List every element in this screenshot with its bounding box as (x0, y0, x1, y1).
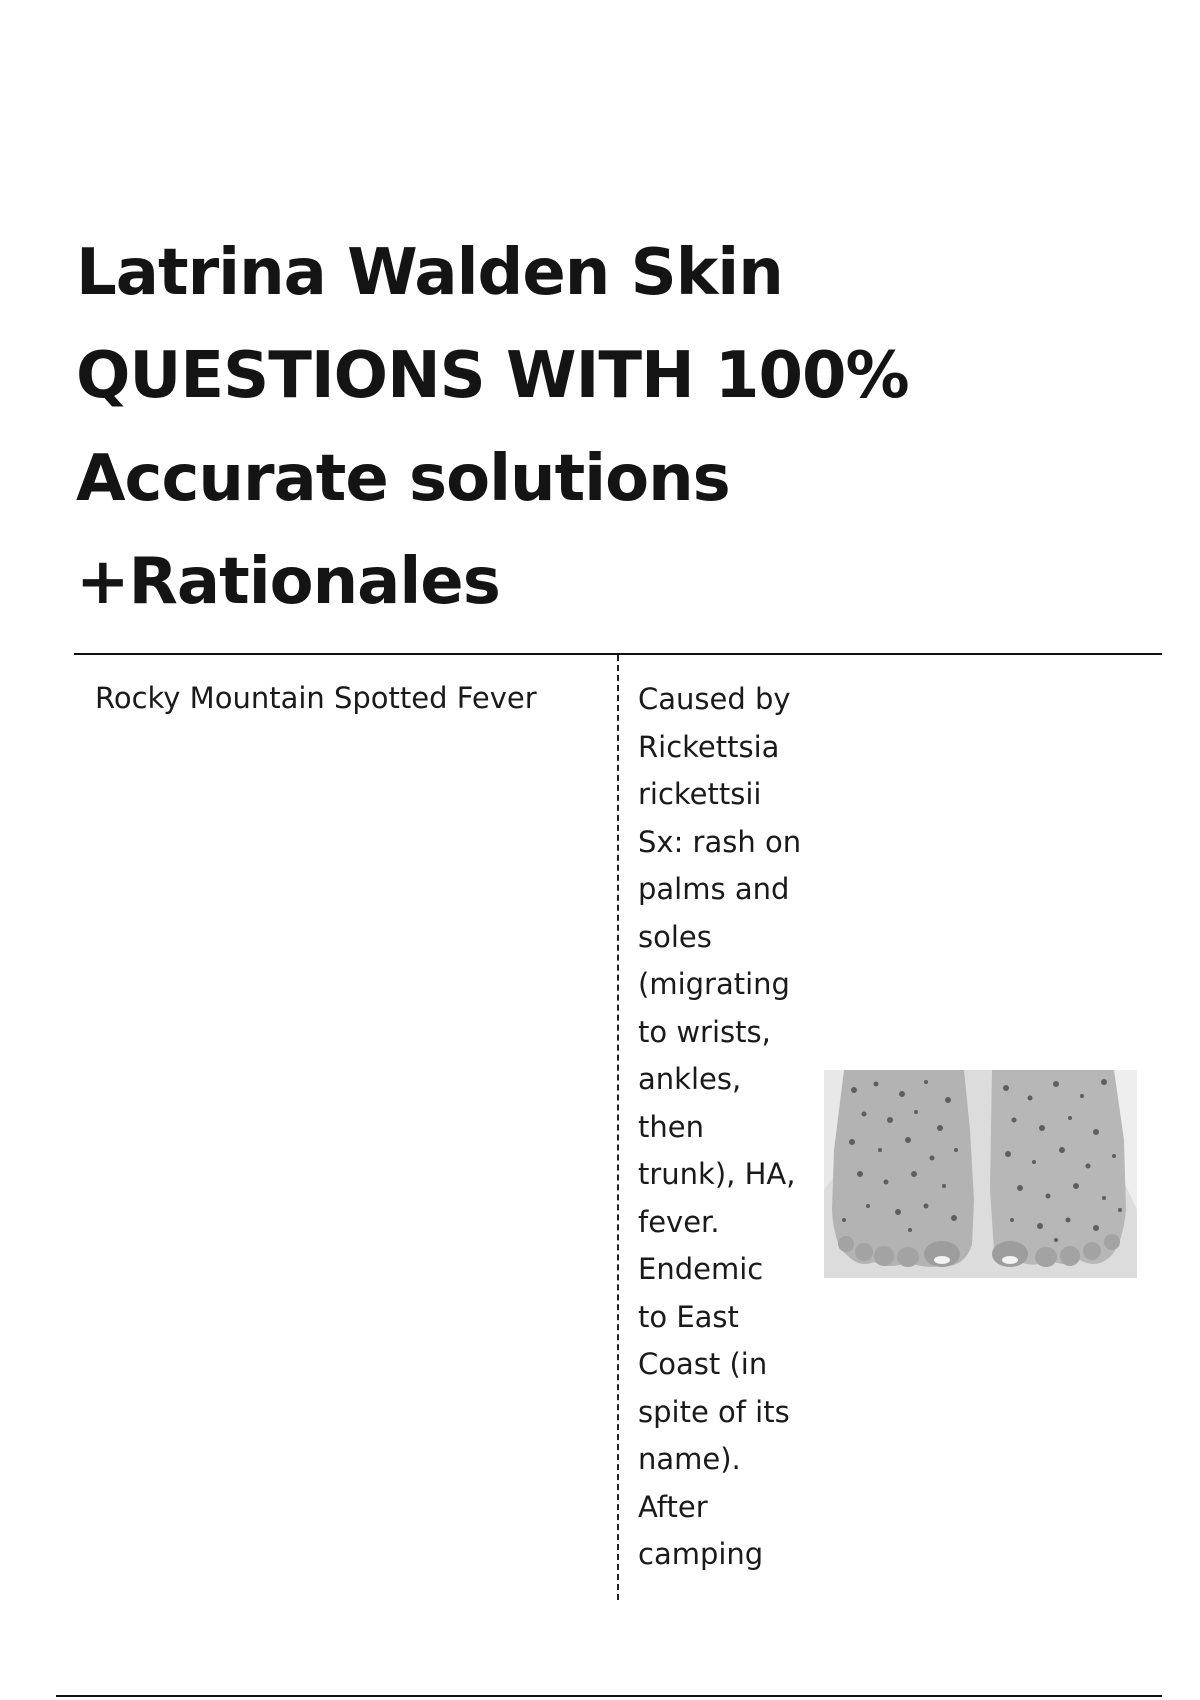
left-toe-4 (855, 1243, 873, 1261)
definition-line: palms and (638, 872, 790, 906)
column-divider (617, 655, 619, 1600)
definition-line: Sx: rash on (638, 824, 802, 859)
right-foot (990, 1070, 1126, 1267)
definition-line: ankles, (638, 1062, 742, 1096)
definition-line: soles (638, 919, 712, 954)
title-line-1: Latrina Walden Skin (76, 236, 783, 310)
definition-line: (migrating (638, 967, 790, 1001)
card-definition (638, 676, 818, 1579)
page-bottom-rule (56, 1695, 1162, 1697)
definition-line: Endemic (638, 1252, 764, 1286)
definition-line: fever. (638, 1204, 720, 1239)
feet-rash-photo (824, 1070, 1137, 1278)
left-foot-sole (832, 1070, 974, 1267)
left-foot (832, 1070, 974, 1267)
definition-line: Rickettsia (638, 729, 780, 764)
title-line-3: Accurate solutions (76, 442, 730, 516)
right-toe-3 (1060, 1246, 1080, 1266)
feet-rash-illustration (824, 1070, 1137, 1278)
left-toe-3 (874, 1246, 894, 1266)
definition-line: Coast (in (638, 1347, 768, 1381)
definition-line: to wrists, (638, 1014, 771, 1049)
definition-line: After (638, 1489, 708, 1524)
definition-line: to East (638, 1299, 739, 1334)
left-toe-5 (838, 1236, 854, 1252)
card-term: Rocky Mountain Spotted Fever (95, 681, 537, 715)
right-foot-sole (990, 1070, 1126, 1265)
definition-line: rickettsii (638, 777, 762, 811)
right-toe-5 (1104, 1234, 1120, 1250)
definition-line: camping (638, 1537, 764, 1571)
left-toe-2 (897, 1247, 919, 1267)
page-title (76, 222, 1136, 634)
title-line-2: QUESTIONS WITH 100% (76, 339, 909, 413)
definition-line: trunk), HA, (638, 1157, 796, 1191)
right-toe-4 (1083, 1242, 1101, 1260)
definition-line: then (638, 1109, 704, 1144)
title-line-4: +Rationales (76, 545, 500, 619)
right-toe-2 (1035, 1247, 1057, 1267)
definition-line: spite of its (638, 1394, 790, 1429)
definition-line: name). (638, 1442, 741, 1476)
definition-line: Caused by (638, 682, 791, 716)
